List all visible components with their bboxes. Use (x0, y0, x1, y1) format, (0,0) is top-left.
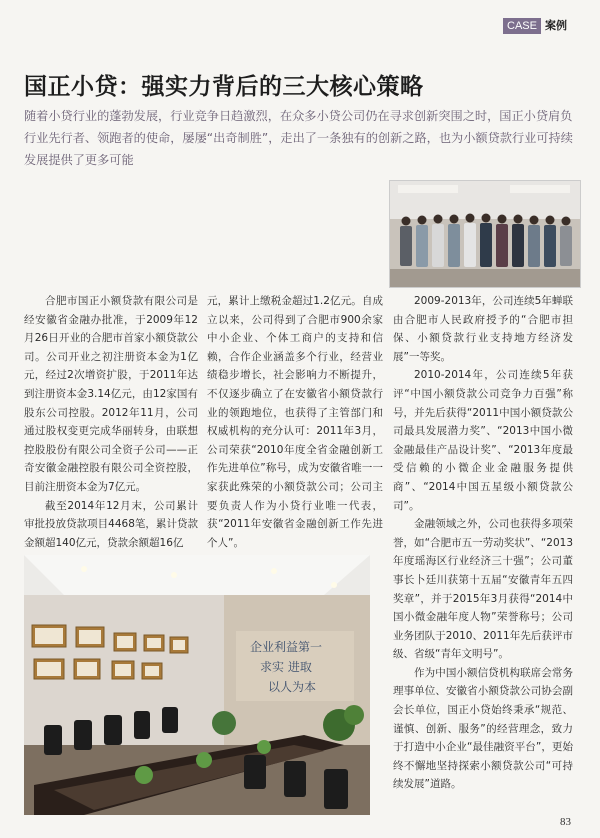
body-column-1 (24, 292, 198, 552)
group-photo-image (390, 181, 580, 287)
page-number: 83 (560, 816, 571, 828)
article-title: 国正小贷：强实力背后的三大核心策略 (24, 74, 424, 100)
body-column-2 (207, 292, 383, 552)
paragraph: 金融领域之外，公司也获得多项荣誉，如“合肥市五一劳动奖状”、“2013年度瑶海区行业经济三十强”；公司董事长卜廷川获第十五届“安徽青年五四奖章”，并于2015年3月获得“2014中国小微金融年度人物”荣誉称号；公司业务团队于2010、2011年先后获评市级、省级“青年文明号”。 (393, 518, 573, 661)
article-lead: 随着小贷行业的蓬勃发展，行业竞争日趋激烈，在众多小贷公司仍在寻求创新突围之时，国正小贷肩负行业先行者、领跑者的使命，屡屡“出奇制胜”，走出了一条独有的创新之路，也为小额贷款行业可持续发展提供了更多可能 (24, 109, 573, 167)
conference-room-photo (24, 555, 370, 815)
section-tag (503, 18, 571, 34)
section-type-label: 案例 (544, 19, 567, 32)
group-photo (389, 180, 581, 288)
paragraph: 作为中国小额信贷机构联席会常务理事单位、安徽省小额贷款公司协会副会长单位，国正小贷始终秉承“规范、谨慎、创新、服务”的经营理念，致力于打造中小企业“最佳融资平台”，更始终不懈地坚持探索小额贷款公司“可持续发展”道路。 (393, 666, 573, 791)
paragraph: 截至2014年12月末，公司累计审批投放贷款项目4468笔，累计贷款金额超140亿元，贷款余额超16亿 (24, 499, 198, 549)
paragraph: 2009-2013年，公司连续5年蝉联由合肥市人民政府授予的“合肥市担保、小额贷款行业支持地方经济发展”一等奖。 (393, 295, 573, 363)
body-column-3 (393, 292, 573, 794)
paragraph: 合肥市国正小额贷款有限公司是经安徽省金融办批准，于2009年12月26日开业的合肥市首家小额贷款公司。公司开业之初注册资本金为1亿元，经过2次增资扩股，于2011年达到注册资本金3.14亿元，由12家国有股东公司控股。2012年11月，公司通过股权变更完成华丽转身，由联想控股股份有限公司全资子公司——正奇安徽金融控股有限公司全资控股，目前注册资本金为7亿元。 (24, 295, 198, 493)
paragraph: 元，累计上缴税金超过1.2亿元。自成立以来，公司得到了合肥市900余家中小企业、个体工商户的支持和信赖，合作企业涵盖多个行业，经营业绩稳步增长，社会影响力不断提升，不仅逐步确立了在安徽省小额贷款行业的领跑地位，也获得了主管部门和权威机构的充分认可：2011年3月，公司荣获“2010年度全省金融创新工作先进单位”称号，成为安徽省唯一一家获此殊荣的小额贷款公司；公司主要负责人作为小贷行业唯一代表，获“2011年安徽省金融创新工作先进个人”。 (207, 295, 383, 549)
case-label: CASE (503, 18, 541, 34)
paragraph: 2010-2014年，公司连续5年获评“中国小额贷款公司竞争力百强”称号，并先后获得“2011中国小额贷款公司最具发展潜力奖”、“2013中国小微金融最佳产品设计奖”、“2013年度最受信赖的小微企业金融服务提供商”、“2014中国五星级小额贷款公司”。 (393, 369, 573, 512)
conference-room-image (24, 555, 370, 815)
wall-slogan-1: 企业利益第一 (250, 640, 323, 654)
wall-slogan-3: 以人为本 (268, 680, 317, 694)
wall-slogan-2: 求实 进取 (260, 660, 312, 674)
